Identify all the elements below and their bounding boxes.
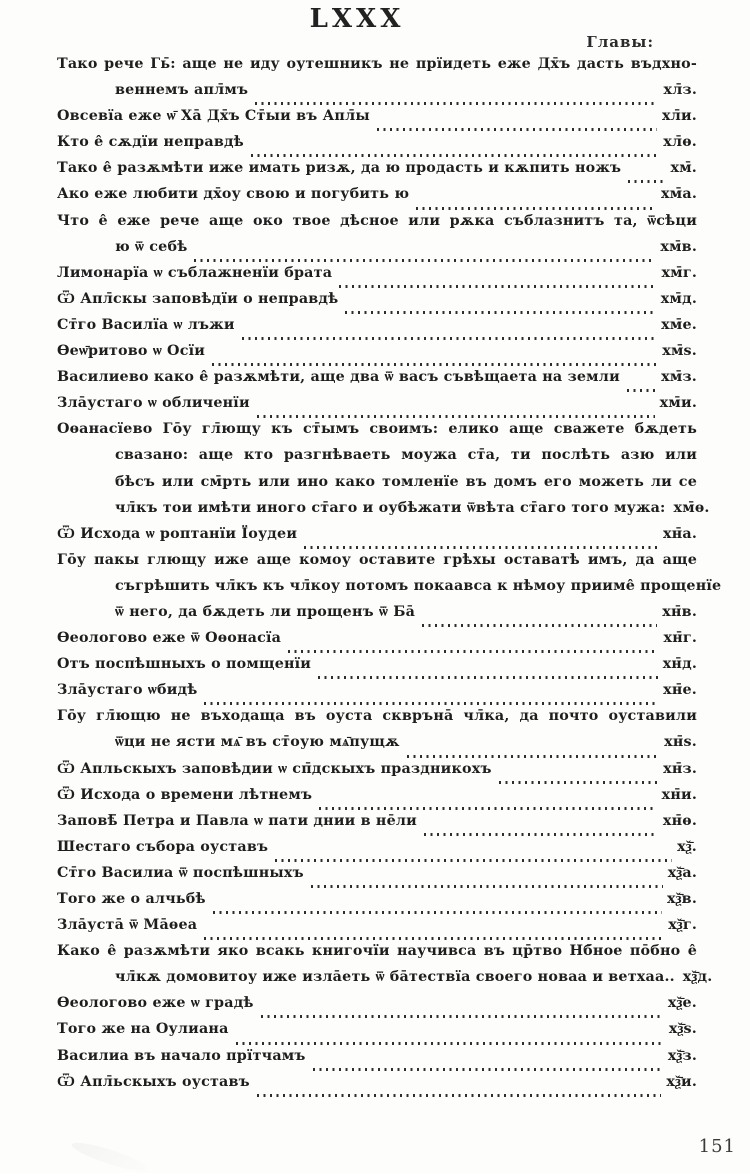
dot-leader xyxy=(212,363,657,366)
entry-text: бѣсъ или см̄рть или ино како томленїе въ домъ его можеть ли се xyxy=(115,473,697,490)
entry-text: ѿ него, да бѫдеть ли прощенъ ѿ Ба̄ xyxy=(115,603,416,620)
entry-text: ю ѿ себѣ xyxy=(115,238,188,255)
toc-line xyxy=(57,604,697,630)
dot-leader xyxy=(204,937,663,940)
scan-smudge xyxy=(70,1138,150,1176)
dot-leader xyxy=(422,624,657,627)
chapter-number: хн̄ѳ. xyxy=(662,812,697,829)
entry-text: съгрѣшить чл̄къ къ чл̄коу потомъ покаавса к нѣмоу прииме̂ прощенїе xyxy=(115,577,722,594)
dot-leader xyxy=(213,911,662,914)
page-title: LXXX xyxy=(309,4,405,34)
dot-leader xyxy=(194,259,655,262)
entry-text: Ѿ Апл̄ьскыхъ оуставъ xyxy=(57,1073,250,1090)
entry-text: Шестаго събора оуставъ xyxy=(57,838,269,855)
toc-list xyxy=(57,56,722,1100)
dot-leader xyxy=(424,833,658,836)
toc-line xyxy=(57,474,697,500)
toc-line xyxy=(57,56,697,82)
entry-text: свазано: аще кто разгнѣваеть моужа ст̄а, ти послѣть азю или xyxy=(115,447,697,464)
toc-line xyxy=(57,943,697,969)
entry-text: Зла̄уста̄ ѿ Ма̄ѳеа xyxy=(57,917,198,934)
toc-line xyxy=(57,865,697,891)
entry-text: Ѳеѡ̄ритово ѡ Осїи xyxy=(57,343,206,360)
entry-text: Го̄у пакы глющу иже аще комоу оставите грѣхы оставатѣ имъ, да аще xyxy=(57,551,697,568)
chapter-number: хн̄и. xyxy=(661,786,697,803)
toc-line xyxy=(57,682,697,708)
toc-line xyxy=(57,891,697,917)
chapter-number: хл̄з. xyxy=(663,82,697,99)
toc-line xyxy=(57,186,697,212)
chapter-number: хѯ̄ѕ. xyxy=(668,1021,697,1038)
entry-text: Ст̄го Василиа ѿ поспѣшныхъ xyxy=(57,864,304,881)
toc-line xyxy=(57,995,697,1021)
dot-leader xyxy=(313,1068,663,1071)
entry-text: Ѿ Апльскыхъ заповѣдии ѡ сп̄дскыхъ праздникохъ xyxy=(57,760,492,777)
dot-leader xyxy=(261,1015,663,1018)
chapter-number: хн̄ѕ. xyxy=(664,734,697,751)
chapter-number: хѯ̄. xyxy=(677,838,697,855)
toc-line xyxy=(57,395,697,421)
toc-line xyxy=(57,839,697,865)
dot-leader xyxy=(377,128,657,131)
dot-leader xyxy=(236,1042,664,1045)
toc-line xyxy=(57,734,697,760)
toc-line xyxy=(57,656,697,682)
dot-leader xyxy=(319,807,656,810)
dot-leader xyxy=(499,781,658,784)
dot-leader xyxy=(288,650,658,653)
dot-leader xyxy=(318,676,658,679)
dot-leader xyxy=(627,389,656,392)
toc-line xyxy=(57,369,697,395)
chapters-column-header: Главы: xyxy=(586,33,654,51)
dot-leader xyxy=(257,415,655,418)
toc-line xyxy=(57,1021,697,1047)
entry-text: Ѿ Исхода о времени лѣтнемъ xyxy=(57,786,313,803)
dot-leader xyxy=(407,755,660,758)
toc-line xyxy=(57,239,697,265)
toc-line xyxy=(57,708,697,734)
entry-text: чл̄къ тои имѣти иного ст̄аго и оубѣжати ѿвѣта ст̄аго того мужа: xyxy=(115,499,666,516)
toc-line xyxy=(57,265,697,291)
chapter-number: хн̄е. xyxy=(663,682,697,699)
entry-text: Го̄у гл̄ющю не въходаща въ оуста сквръна̄ чл̄ка, да почто оуставили xyxy=(57,708,697,725)
entry-text: Отъ поспѣшныхъ о помщенїи xyxy=(57,656,312,673)
chapter-number: хн̄д. xyxy=(662,656,697,673)
dot-leader xyxy=(339,285,656,288)
chapter-number: хѯ̄а. xyxy=(667,864,697,881)
chapter-number: хм̄в. xyxy=(660,238,697,255)
chapter-number: хѯ̄г. xyxy=(668,917,697,934)
toc-line xyxy=(57,317,697,343)
toc-line xyxy=(57,761,697,787)
chapter-number: хм̄е. xyxy=(661,316,697,333)
dot-leader xyxy=(416,207,656,210)
toc-line xyxy=(57,213,697,239)
toc-line xyxy=(57,969,713,995)
entry-text: Кто е̂ сѫдїи неправдѣ xyxy=(57,134,244,151)
chapter-number: хн̄г. xyxy=(663,630,697,647)
entry-text: Овсевїа еже ѡ̄ Ха̄ Дх̄ъ Ст̄ыи въ Апл̄ы xyxy=(57,108,370,125)
entry-text: веннемъ апл̄мъ xyxy=(115,82,249,99)
dot-leader xyxy=(251,154,658,157)
toc-line xyxy=(57,447,697,473)
entry-text: Того же о алчьбѣ xyxy=(57,891,206,907)
chapter-number: хѯ̄з. xyxy=(667,1047,697,1064)
toc-line xyxy=(57,108,697,134)
chapter-number: хм̄а. xyxy=(661,186,697,203)
toc-line xyxy=(57,1048,697,1074)
chapter-number: хл̄и. xyxy=(662,108,697,125)
chapter-number: хн̄з. xyxy=(663,760,697,777)
toc-line xyxy=(57,1074,697,1100)
chapter-number: хм̄ѕ. xyxy=(662,343,697,360)
entry-text: Зла̄устаго ѡбидѣ xyxy=(57,682,198,699)
toc-line xyxy=(57,577,722,604)
dot-leader xyxy=(628,180,665,183)
chapter-number: хн̄в. xyxy=(662,603,697,620)
dot-leader xyxy=(275,859,672,862)
chapter-number: хм̄. xyxy=(670,160,697,177)
entry-text: Василиево како е̂ разѫмѣти, аще два ѿ васъ съвѣщаета на земли xyxy=(57,369,620,386)
dot-leader xyxy=(304,546,658,549)
toc-line xyxy=(57,421,697,447)
entry-text: Ст̄го Василїа ѡ лъжи xyxy=(57,316,235,333)
dot-leader xyxy=(311,885,663,888)
chapter-number: хл̄ѳ. xyxy=(663,134,697,151)
toc-line xyxy=(57,917,697,943)
dot-leader xyxy=(204,702,658,705)
dot-leader xyxy=(242,337,657,340)
entry-text: Заповѣ̄ Петра и Павла ѡ пати днии в не̄ли xyxy=(57,812,417,829)
entry-text: Оѳанасїево Го̄у гл̄ющу къ ст̄ымъ своимъ: елико аще сважете бѫдеть xyxy=(57,421,697,438)
toc-line xyxy=(57,499,710,526)
entry-text: ѿци не ясти мѧ̄ въ ст̄оую мѧ̄пущѫ xyxy=(115,734,400,751)
entry-text: Лимонарїа ѡ съблажненїи брата xyxy=(57,264,333,281)
entry-text: Ѳеологово еже ѿ Оѳонасїа xyxy=(57,630,282,647)
chapter-number: хѯ̄е. xyxy=(667,995,697,1012)
chapter-number: хѯ̄и. xyxy=(666,1073,697,1090)
entry-text: Что е̂ еже рече аще око твое дѣсное или рѫка съблазнитъ та, ѿсѣци xyxy=(57,212,697,229)
toc-line xyxy=(57,526,697,552)
dot-leader xyxy=(257,1094,662,1097)
chapter-number: хн̄а. xyxy=(662,525,697,542)
chapter-number: хм̄д. xyxy=(660,290,697,307)
entry-text: Тако е̂ разѫмѣти иже имать ризѫ, да ю продасть и кѫпить ножъ xyxy=(57,160,622,177)
entry-text: Ѳеологово еже ѡ градѣ xyxy=(57,995,254,1012)
entry-text: Ѿ Апл̄скы заповѣдїи о неправдѣ xyxy=(57,290,339,307)
entry-text: чл̄кѫ домовитоу иже изла̄еть ѿ ба̄тествїа своего новаа и ветхаа.. xyxy=(115,969,675,986)
chapter-number: хм̄и. xyxy=(659,395,697,412)
toc-line xyxy=(57,552,697,578)
chapter-number: хѯ̄в. xyxy=(667,891,697,907)
entry-text: Ѿ Исхода ѡ роптанїи Їоудеи xyxy=(57,525,298,542)
chapter-number: хм̄г. xyxy=(661,264,697,281)
toc-line xyxy=(57,630,697,656)
dot-leader xyxy=(255,102,658,105)
entry-text: Како е̂ разѫмѣти яко всакь книгочїи научивса въ цр̄тво Нб̄ное по̄бно е̂ xyxy=(57,943,697,960)
chapter-number: хм̄з. xyxy=(661,369,697,386)
toc-line xyxy=(57,291,697,317)
entry-text: Василиа въ начало прїтчамъ xyxy=(57,1047,306,1064)
toc-line xyxy=(57,160,697,186)
entry-text: Тако рече Гь̄: аще не иду оутешникъ не прїидеть еже Дх̄ъ дасть въдхно- xyxy=(57,56,697,72)
toc-line xyxy=(57,82,697,108)
chapter-number: хм̄ѳ. xyxy=(673,499,710,516)
entry-text: Ако еже любити дх̄оу свою и погубить ю xyxy=(57,186,410,203)
dot-leader xyxy=(345,311,655,314)
entry-text: Зла̄устаго ѡ обличенїи xyxy=(57,395,250,412)
toc-line xyxy=(57,813,697,839)
entry-text: Того же на Оулиана xyxy=(57,1021,229,1038)
toc-line xyxy=(57,787,697,813)
chapter-number: хѯ̄д. xyxy=(682,969,713,986)
toc-line xyxy=(57,343,697,369)
page-number: 151 xyxy=(698,1136,736,1157)
toc-line xyxy=(57,134,697,160)
